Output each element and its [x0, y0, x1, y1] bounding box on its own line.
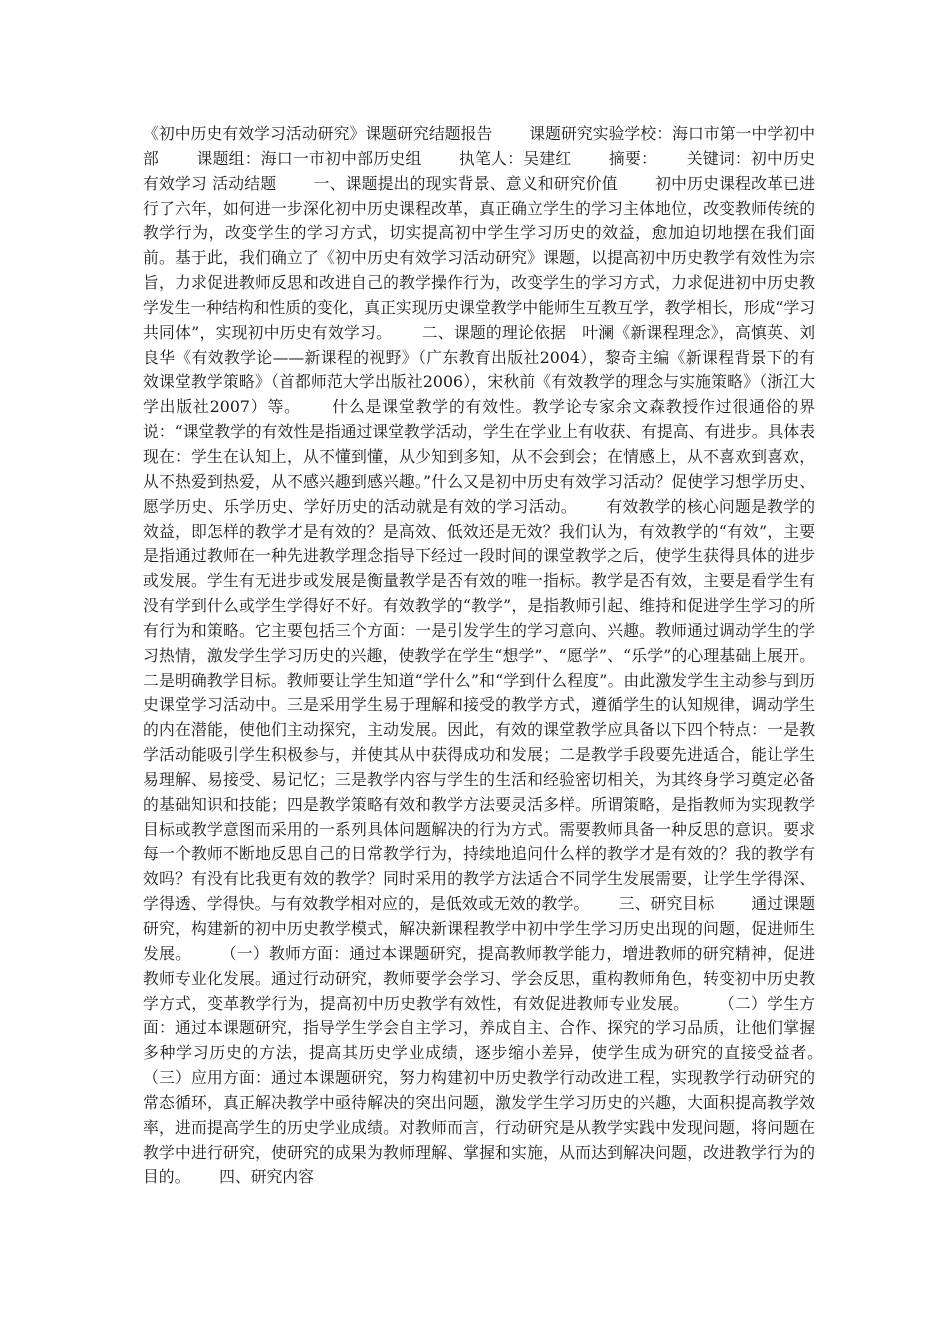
document-page	[143, 122, 852, 1190]
report-body-text: 《初中历史有效学习活动研究》课题研究结题报告 课题研究实验学校：海口市第一中学初中部 课题组：海口一市初中部历史组 执笔人：吴建红 摘要： 关键词：初中历史 有效学习 活动结题 一、课题提出的现实背景、意义和研究价值 初中历史课程改革已进行了六年，如何进一步深化初中历史课程改革，真正确立学生的学习主体地位，改变教师传统的教学行为，改变学生的学习方式，切实提高初中学生学习历史的效益，愈加迫切地摆在我们面前。基于此，我们确立了《初中历史有效学习活动研究》课题，以提高初中历史教学有效性为宗旨，力求促进教师反思和改进自己的教学操作行为，改变学生的学习方式，力求促进初中历史教学发生一种结构和性质的变化，真正实现历史课堂教学中能师生互教互学，教学相长，形成“学习共同体”，实现初中历史有效学习。 二、课题的理论依据 叶澜《新课程理念》，高慎英、刘良华《有效教学论——新课程的视野》（广东教育出版社2004），黎奇主编《新课程背景下的有效课堂教学策略》（首都师范大学出版社2006），宋秋前《有效教学的理念与实施策略》（浙江大学出版社2007）等。 什么是课堂教学的有效性。教学论专家余文森教授作过很通俗的界说：“课堂教学的有效性是指通过课堂教学活动，学生在学业上有收获、有提高、有进步。具体表现在：学生在认知上，从不懂到懂，从少知到多知，从不会到会；在情感上，从不喜欢到喜欢，从不热爱到热爱，从不感兴趣到感兴趣。”什么又是初中历史有效学习活动？促使学习想学历史、愿学历史、乐学历史、学好历史的活动就是有效的学习活动。 有效教学的核心问题是教学的效益，即怎样的教学才是有效的？是高效、低效还是无效？我们认为，有效教学的“有效”，主要是指通过教师在一种先进教学理念指导下经过一段时间的课堂教学之后，使学生获得具体的进步或发展。学生有无进步或发展是衡量教学是否有效的唯一指标。教学是否有效，主要是看学生有没有学到什么或学生学得好不好。有效教学的“教学”，是指教师引起、维持和促进学生学习的所有行为和策略。它主要包括三个方面：一是引发学生的学习意向、兴趣。教师通过调动学生的学习热情，激发学生学习历史的兴趣，使教学在学生“想学”、“愿学”、“乐学”的心理基础上展开。二是明确教学目标。教师要让学生知道“学什么”和“学到什么程度”。由此激发学生主动参与到历史课堂学习活动中。三是采用学生易于理解和接受的教学方式，遵循学生的认知规律，调动学生的内在潜能，使他们主动探究，主动发展。因此，有效的课堂教学应具备以下四个特点：一是教学活动能吸引学生积极参与，并使其从中获得成功和发展；二是教学手段要先进适合，能让学生易理解、易接受、易记忆；三是教学内容与学生的生活和经验密切相关，为其终身学习奠定必备的基础知识和技能；四是教学策略有效和教学方法要灵活多样。所谓策略，是指教师为实现教学目标或教学意图而采用的一系列具体问题解决的行为方式。需要教师具备一种反思的意识。要求每一个教师不断地反思自己的日常教学行为，持续地追问什么样的教学才是有效的？我的教学有效吗？有没有比我更有效的教学？同时采用的教学方法适合不同学生发展需要，让学生学得深、学得透、学得快。与有效教学相对应的，是低效或无效的教学。 三、研究目标 通过课题研究，构建新的初中历史教学模式，解决新课程教学中初中学生学习历史出现的问题，促进师生发展。 （一）教师方面：通过本课题研究，提高教师教学能力，增进教师的研究精神，促进教师专业化发展。通过行动研究，教师要学会学习、学会反思，重构教师角色，转变初中历史教学方式，变革教学行为，提高初中历史教学有效性，有效促进教师专业发展。 （二）学生方面：通过本课题研究，指导学生学会自主学习，养成自主、合作、探究的学习品质，让他们掌握多种学习历史的方法，提高其历史学业成绩，逐步缩小差异，使学生成为研究的直接受益者。 （三）应用方面：通过本课题研究，努力构建初中历史教学行动改进工程，实现教学行动研究的常态循环，真正解决教学中亟待解决的突出问题，激发学生学习历史的兴趣，大面积提高教学效率，进而提高学生的历史学业成绩。对教师而言，行动研究是从教学实践中发现问题，将问题在教学中进行研究，使研究的成果为教师理解、掌握和实施，从而达到解决问题，改进教学行为的目的。 四、研究内容	[143, 124, 852, 1187]
